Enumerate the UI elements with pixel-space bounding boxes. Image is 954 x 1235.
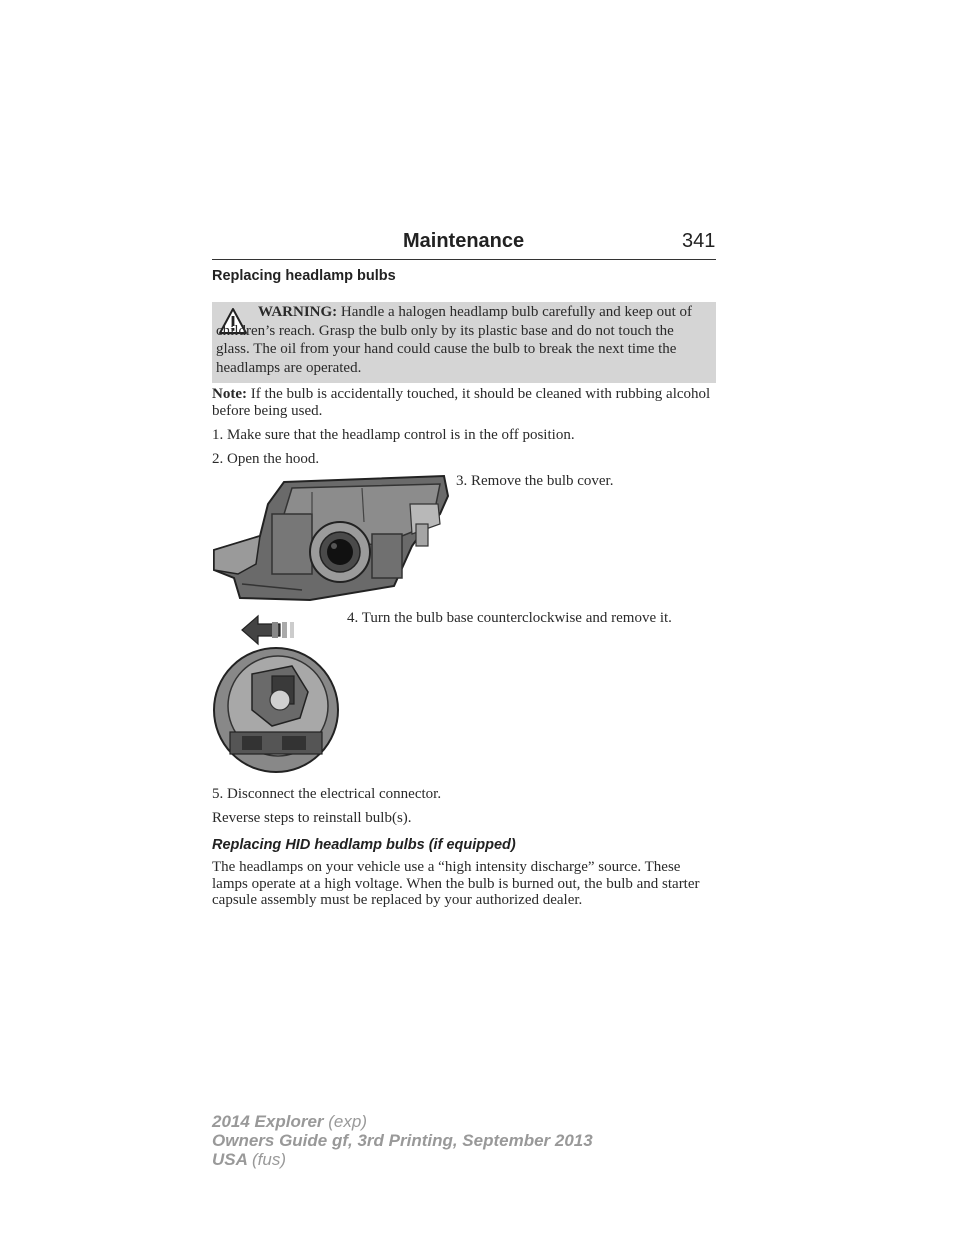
hid-section-heading: Replacing HID headlamp bulbs (if equipped) xyxy=(212,837,516,853)
bulb-base-illustration xyxy=(212,614,342,774)
step-3: 3. Remove the bulb cover. xyxy=(456,473,614,489)
hid-paragraph: The headlamps on your vehicle use a “high intensity discharge” source. These lamps operate at a high voltage. When the bulb is burned out, the bulb and starter capsule assembly must be replaced by your authorized dealer. xyxy=(212,859,700,908)
header-rule xyxy=(212,259,716,260)
section-title: Maintenance xyxy=(403,230,525,252)
footer-market: USA xyxy=(212,1150,248,1169)
warning-label: WARNING: xyxy=(258,304,338,320)
note-body: If the bulb is accidentally touched, it should be cleaned with rubbing alcohol before being used. xyxy=(212,386,711,419)
step-5: 5. Disconnect the electrical connector. xyxy=(212,786,442,802)
footer-model: 2014 Explorer xyxy=(212,1112,324,1131)
step-1: 1. Make sure that the headlamp control is in the off position. xyxy=(212,427,575,443)
reverse-steps-text: Reverse steps to reinstall bulb(s). xyxy=(212,810,412,826)
warning-text xyxy=(216,303,710,377)
footer-line-1 xyxy=(212,1112,593,1131)
footer-market-code: (fus) xyxy=(252,1150,286,1169)
step-4: 4. Turn the bulb base counterclockwise and remove it. xyxy=(347,610,672,626)
footer-line-3 xyxy=(212,1150,593,1169)
headlamp-assembly-illustration xyxy=(212,474,450,604)
footer-line-2: Owners Guide gf, 3rd Printing, September 2013 xyxy=(212,1131,593,1150)
note-label: Note: xyxy=(212,386,247,402)
note-paragraph xyxy=(212,386,712,420)
footer xyxy=(212,1112,593,1169)
step-2: 2. Open the hood. xyxy=(212,451,320,467)
section-heading: Replacing headlamp bulbs xyxy=(212,268,396,284)
page-number: 341 xyxy=(682,230,716,252)
warning-body: Handle a halogen headlamp bulb carefully and keep out of children’s reach. Grasp the bulb only by its plastic base and do not touch the glass. The oil from your hand could cause the bulb to break the next time the headlamps are operated. xyxy=(216,304,693,376)
footer-model-code: (exp) xyxy=(328,1112,367,1131)
